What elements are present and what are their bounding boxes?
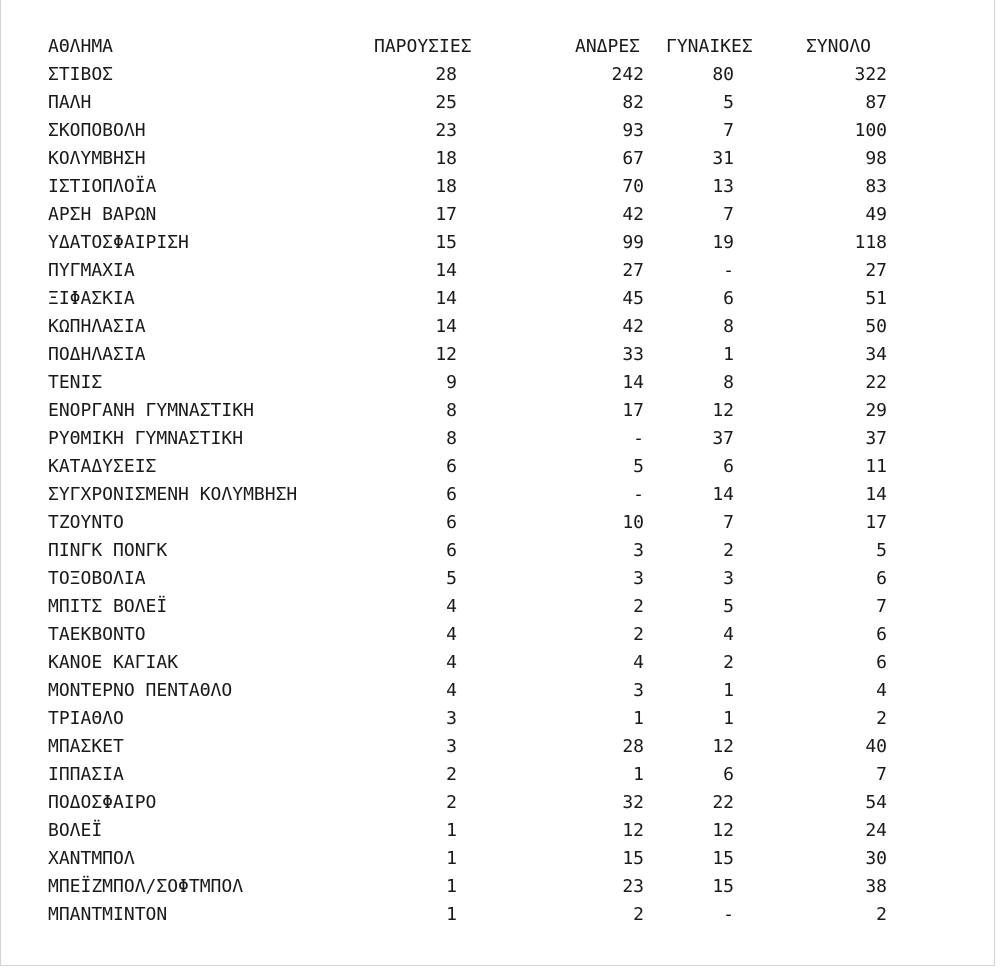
appearances-cell: 4 xyxy=(446,624,457,645)
women-cell: 7 xyxy=(723,512,734,533)
total-cell: 24 xyxy=(865,820,887,841)
sport-name-cell: ΜΠΕΪΖΜΠΟΛ/ΣΟΦΤΜΠΟΛ xyxy=(48,876,244,897)
men-cell: 2 xyxy=(633,596,644,617)
table-row xyxy=(44,61,925,89)
table-row xyxy=(44,397,925,425)
women-cell: 5 xyxy=(723,92,734,113)
table-row xyxy=(44,313,925,341)
table-row xyxy=(44,761,925,789)
men-cell: 1 xyxy=(633,708,644,729)
appearances-cell: 3 xyxy=(446,708,457,729)
appearances-cell: 1 xyxy=(446,904,457,925)
men-cell: 67 xyxy=(622,148,644,169)
table-row xyxy=(44,201,925,229)
appearances-cell: 28 xyxy=(435,64,457,85)
women-cell: 8 xyxy=(723,316,734,337)
sport-name-cell: ΡΥΘΜΙΚΗ ΓΥΜΝΑΣΤΙΚΗ xyxy=(48,428,244,449)
women-cell: 6 xyxy=(723,764,734,785)
men-cell: 42 xyxy=(622,204,644,225)
total-cell: 54 xyxy=(865,792,887,813)
women-cell: 12 xyxy=(712,820,734,841)
women-cell: 37 xyxy=(712,428,734,449)
sport-name-cell: ΤΖΟΥΝΤΟ xyxy=(48,512,124,533)
table-row xyxy=(44,453,925,481)
men-cell: 242 xyxy=(611,64,644,85)
sport-name-cell: ΤΕΝΙΣ xyxy=(48,372,103,393)
total-cell: 6 xyxy=(876,652,887,673)
header-appearances: ΠΑΡΟΥΣΙΕΣ xyxy=(374,36,472,57)
women-cell: 15 xyxy=(712,848,734,869)
table-row xyxy=(44,145,925,173)
total-cell: 98 xyxy=(865,148,887,169)
sport-name-cell: ΣΥΓΧΡΟΝΙΣΜΕΝΗ ΚΟΛΥΜΒΗΣΗ xyxy=(48,484,298,505)
women-cell: 22 xyxy=(712,792,734,813)
table-row xyxy=(44,677,925,705)
table-body xyxy=(44,61,925,929)
appearances-cell: 15 xyxy=(435,232,457,253)
table-row xyxy=(44,481,925,509)
table-row xyxy=(44,901,925,929)
sport-name-cell: ΤΟΞΟΒΟΛΙΑ xyxy=(48,568,146,589)
total-cell: 40 xyxy=(865,736,887,757)
sport-name-cell: ΑΡΣΗ ΒΑΡΩΝ xyxy=(48,204,157,225)
men-cell: 27 xyxy=(622,260,644,281)
total-cell: 7 xyxy=(876,764,887,785)
men-cell: 28 xyxy=(622,736,644,757)
men-cell: 3 xyxy=(633,540,644,561)
total-cell: 49 xyxy=(865,204,887,225)
header-women: ΓΥΝΑΙΚΕΣ xyxy=(666,36,753,57)
sport-name-cell: ΒΟΛΕΪ xyxy=(48,820,103,841)
sport-name-cell: ΕΝΟΡΓΑΝΗ ΓΥΜΝΑΣΤΙΚΗ xyxy=(48,400,254,421)
sport-name-cell: ΣΚΟΠΟΒΟΛΗ xyxy=(48,120,146,141)
table-row xyxy=(44,173,925,201)
sport-name-cell: ΠΑΛΗ xyxy=(48,92,92,113)
appearances-cell: 23 xyxy=(435,120,457,141)
men-cell: 33 xyxy=(622,344,644,365)
header-sport: ΑΘΛΗΜΑ xyxy=(48,36,114,57)
sport-name-cell: ΠΥΓΜΑΧΙΑ xyxy=(48,260,135,281)
sport-name-cell: ΙΠΠΑΣΙΑ xyxy=(48,764,124,785)
men-cell: 10 xyxy=(622,512,644,533)
appearances-cell: 25 xyxy=(435,92,457,113)
total-cell: 27 xyxy=(865,260,887,281)
sports-stats-table xyxy=(44,33,925,929)
appearances-cell: 17 xyxy=(435,204,457,225)
women-cell: 7 xyxy=(723,204,734,225)
sport-name-cell: ΙΣΤΙΟΠΛΟΪΑ xyxy=(48,176,157,197)
women-cell: 14 xyxy=(712,484,734,505)
appearances-cell: 6 xyxy=(446,512,457,533)
total-cell: 38 xyxy=(865,876,887,897)
table-row xyxy=(44,89,925,117)
women-cell: 31 xyxy=(712,148,734,169)
header-total: ΣΥΝΟΛΟ xyxy=(806,36,872,57)
men-cell: 93 xyxy=(622,120,644,141)
table-header-row xyxy=(44,33,925,61)
table-row xyxy=(44,229,925,257)
table-row xyxy=(44,817,925,845)
women-cell: - xyxy=(723,904,734,925)
appearances-cell: 6 xyxy=(446,456,457,477)
total-cell: 5 xyxy=(876,540,887,561)
sport-name-cell: ΠΙΝΓΚ ΠΟΝΓΚ xyxy=(48,540,168,561)
total-cell: 51 xyxy=(865,288,887,309)
total-cell: 50 xyxy=(865,316,887,337)
total-cell: 7 xyxy=(876,596,887,617)
table-row xyxy=(44,117,925,145)
women-cell: 7 xyxy=(723,120,734,141)
sport-name-cell: ΠΟΔΗΛΑΣΙΑ xyxy=(48,344,146,365)
total-cell: 29 xyxy=(865,400,887,421)
total-cell: 22 xyxy=(865,372,887,393)
appearances-cell: 4 xyxy=(446,596,457,617)
men-cell: 2 xyxy=(633,904,644,925)
total-cell: 34 xyxy=(865,344,887,365)
men-cell: 1 xyxy=(633,764,644,785)
total-cell: 6 xyxy=(876,624,887,645)
men-cell: - xyxy=(633,428,644,449)
sport-name-cell: ΥΔΑΤΟΣΦΑΙΡΙΣΗ xyxy=(48,232,189,253)
total-cell: 6 xyxy=(876,568,887,589)
table-row xyxy=(44,733,925,761)
table-row xyxy=(44,649,925,677)
women-cell: 13 xyxy=(712,176,734,197)
table-row xyxy=(44,425,925,453)
appearances-cell: 6 xyxy=(446,540,457,561)
table-row xyxy=(44,789,925,817)
total-cell: 100 xyxy=(854,120,887,141)
men-cell: 12 xyxy=(622,820,644,841)
appearances-cell: 6 xyxy=(446,484,457,505)
table-row xyxy=(44,537,925,565)
appearances-cell: 12 xyxy=(435,344,457,365)
women-cell: 1 xyxy=(723,344,734,365)
table-row xyxy=(44,369,925,397)
appearances-cell: 2 xyxy=(446,792,457,813)
appearances-cell: 1 xyxy=(446,876,457,897)
men-cell: 3 xyxy=(633,568,644,589)
sport-name-cell: ΧΑΝΤΜΠΟΛ xyxy=(48,848,135,869)
appearances-cell: 14 xyxy=(435,316,457,337)
women-cell: 2 xyxy=(723,540,734,561)
men-cell: 82 xyxy=(622,92,644,113)
table-row xyxy=(44,257,925,285)
sport-name-cell: ΜΠΑΝΤΜΙΝΤΟΝ xyxy=(48,904,168,925)
men-cell: 32 xyxy=(622,792,644,813)
total-cell: 83 xyxy=(865,176,887,197)
sport-name-cell: ΣΤΙΒΟΣ xyxy=(48,64,114,85)
total-cell: 30 xyxy=(865,848,887,869)
sport-name-cell: ΚΩΠΗΛΑΣΙΑ xyxy=(48,316,146,337)
table-row xyxy=(44,621,925,649)
men-cell: 15 xyxy=(622,848,644,869)
women-cell: 4 xyxy=(723,624,734,645)
appearances-cell: 9 xyxy=(446,372,457,393)
header-men: ΑΝΔΡΕΣ xyxy=(575,36,641,57)
women-cell: 8 xyxy=(723,372,734,393)
total-cell: 118 xyxy=(854,232,887,253)
men-cell: 3 xyxy=(633,680,644,701)
total-cell: 322 xyxy=(854,64,887,85)
men-cell: 4 xyxy=(633,652,644,673)
table-row xyxy=(44,873,925,901)
total-cell: 11 xyxy=(865,456,887,477)
appearances-cell: 8 xyxy=(446,400,457,421)
appearances-cell: 8 xyxy=(446,428,457,449)
total-cell: 87 xyxy=(865,92,887,113)
men-cell: 5 xyxy=(633,456,644,477)
sport-name-cell: ΚΑΤΑΔΥΣΕΙΣ xyxy=(48,456,157,477)
appearances-cell: 3 xyxy=(446,736,457,757)
total-cell: 2 xyxy=(876,708,887,729)
men-cell: 23 xyxy=(622,876,644,897)
women-cell: 12 xyxy=(712,736,734,757)
women-cell: 2 xyxy=(723,652,734,673)
women-cell: 6 xyxy=(723,456,734,477)
women-cell: - xyxy=(723,260,734,281)
total-cell: 4 xyxy=(876,680,887,701)
table-row xyxy=(44,341,925,369)
sport-name-cell: ΚΑΝΟΕ ΚΑΓΙΑΚ xyxy=(48,652,179,673)
sport-name-cell: ΤΡΙΑΘΛΟ xyxy=(48,708,124,729)
appearances-cell: 1 xyxy=(446,848,457,869)
table-row xyxy=(44,565,925,593)
sport-name-cell: ΜΟΝΤΕΡΝΟ ΠΕΝΤΑΘΛΟ xyxy=(48,680,233,701)
sport-name-cell: ΜΠΙΤΣ ΒΟΛΕΪ xyxy=(48,596,168,617)
sport-name-cell: ΚΟΛΥΜΒΗΣΗ xyxy=(48,148,146,169)
men-cell: 45 xyxy=(622,288,644,309)
women-cell: 19 xyxy=(712,232,734,253)
women-cell: 15 xyxy=(712,876,734,897)
total-cell: 14 xyxy=(865,484,887,505)
table-row xyxy=(44,705,925,733)
appearances-cell: 4 xyxy=(446,680,457,701)
men-cell: - xyxy=(633,484,644,505)
women-cell: 12 xyxy=(712,400,734,421)
appearances-cell: 18 xyxy=(435,176,457,197)
men-cell: 70 xyxy=(622,176,644,197)
sport-name-cell: ΜΠΑΣΚΕΤ xyxy=(48,736,124,757)
women-cell: 1 xyxy=(723,708,734,729)
women-cell: 3 xyxy=(723,568,734,589)
total-cell: 17 xyxy=(865,512,887,533)
sport-name-cell: ΠΟΔΟΣΦΑΙΡΟ xyxy=(48,792,157,813)
appearances-cell: 14 xyxy=(435,260,457,281)
appearances-cell: 14 xyxy=(435,288,457,309)
sport-name-cell: ΤΑΕΚΒΟΝΤΟ xyxy=(48,624,146,645)
appearances-cell: 5 xyxy=(446,568,457,589)
table-row xyxy=(44,285,925,313)
men-cell: 99 xyxy=(622,232,644,253)
men-cell: 17 xyxy=(622,400,644,421)
appearances-cell: 1 xyxy=(446,820,457,841)
total-cell: 37 xyxy=(865,428,887,449)
sport-name-cell: ΞΙΦΑΣΚΙΑ xyxy=(48,288,135,309)
men-cell: 14 xyxy=(622,372,644,393)
men-cell: 2 xyxy=(633,624,644,645)
men-cell: 42 xyxy=(622,316,644,337)
table-row xyxy=(44,845,925,873)
total-cell: 2 xyxy=(876,904,887,925)
women-cell: 80 xyxy=(712,64,734,85)
women-cell: 5 xyxy=(723,596,734,617)
table-row xyxy=(44,509,925,537)
appearances-cell: 2 xyxy=(446,764,457,785)
appearances-cell: 4 xyxy=(446,652,457,673)
table-row xyxy=(44,593,925,621)
appearances-cell: 18 xyxy=(435,148,457,169)
women-cell: 6 xyxy=(723,288,734,309)
women-cell: 1 xyxy=(723,680,734,701)
